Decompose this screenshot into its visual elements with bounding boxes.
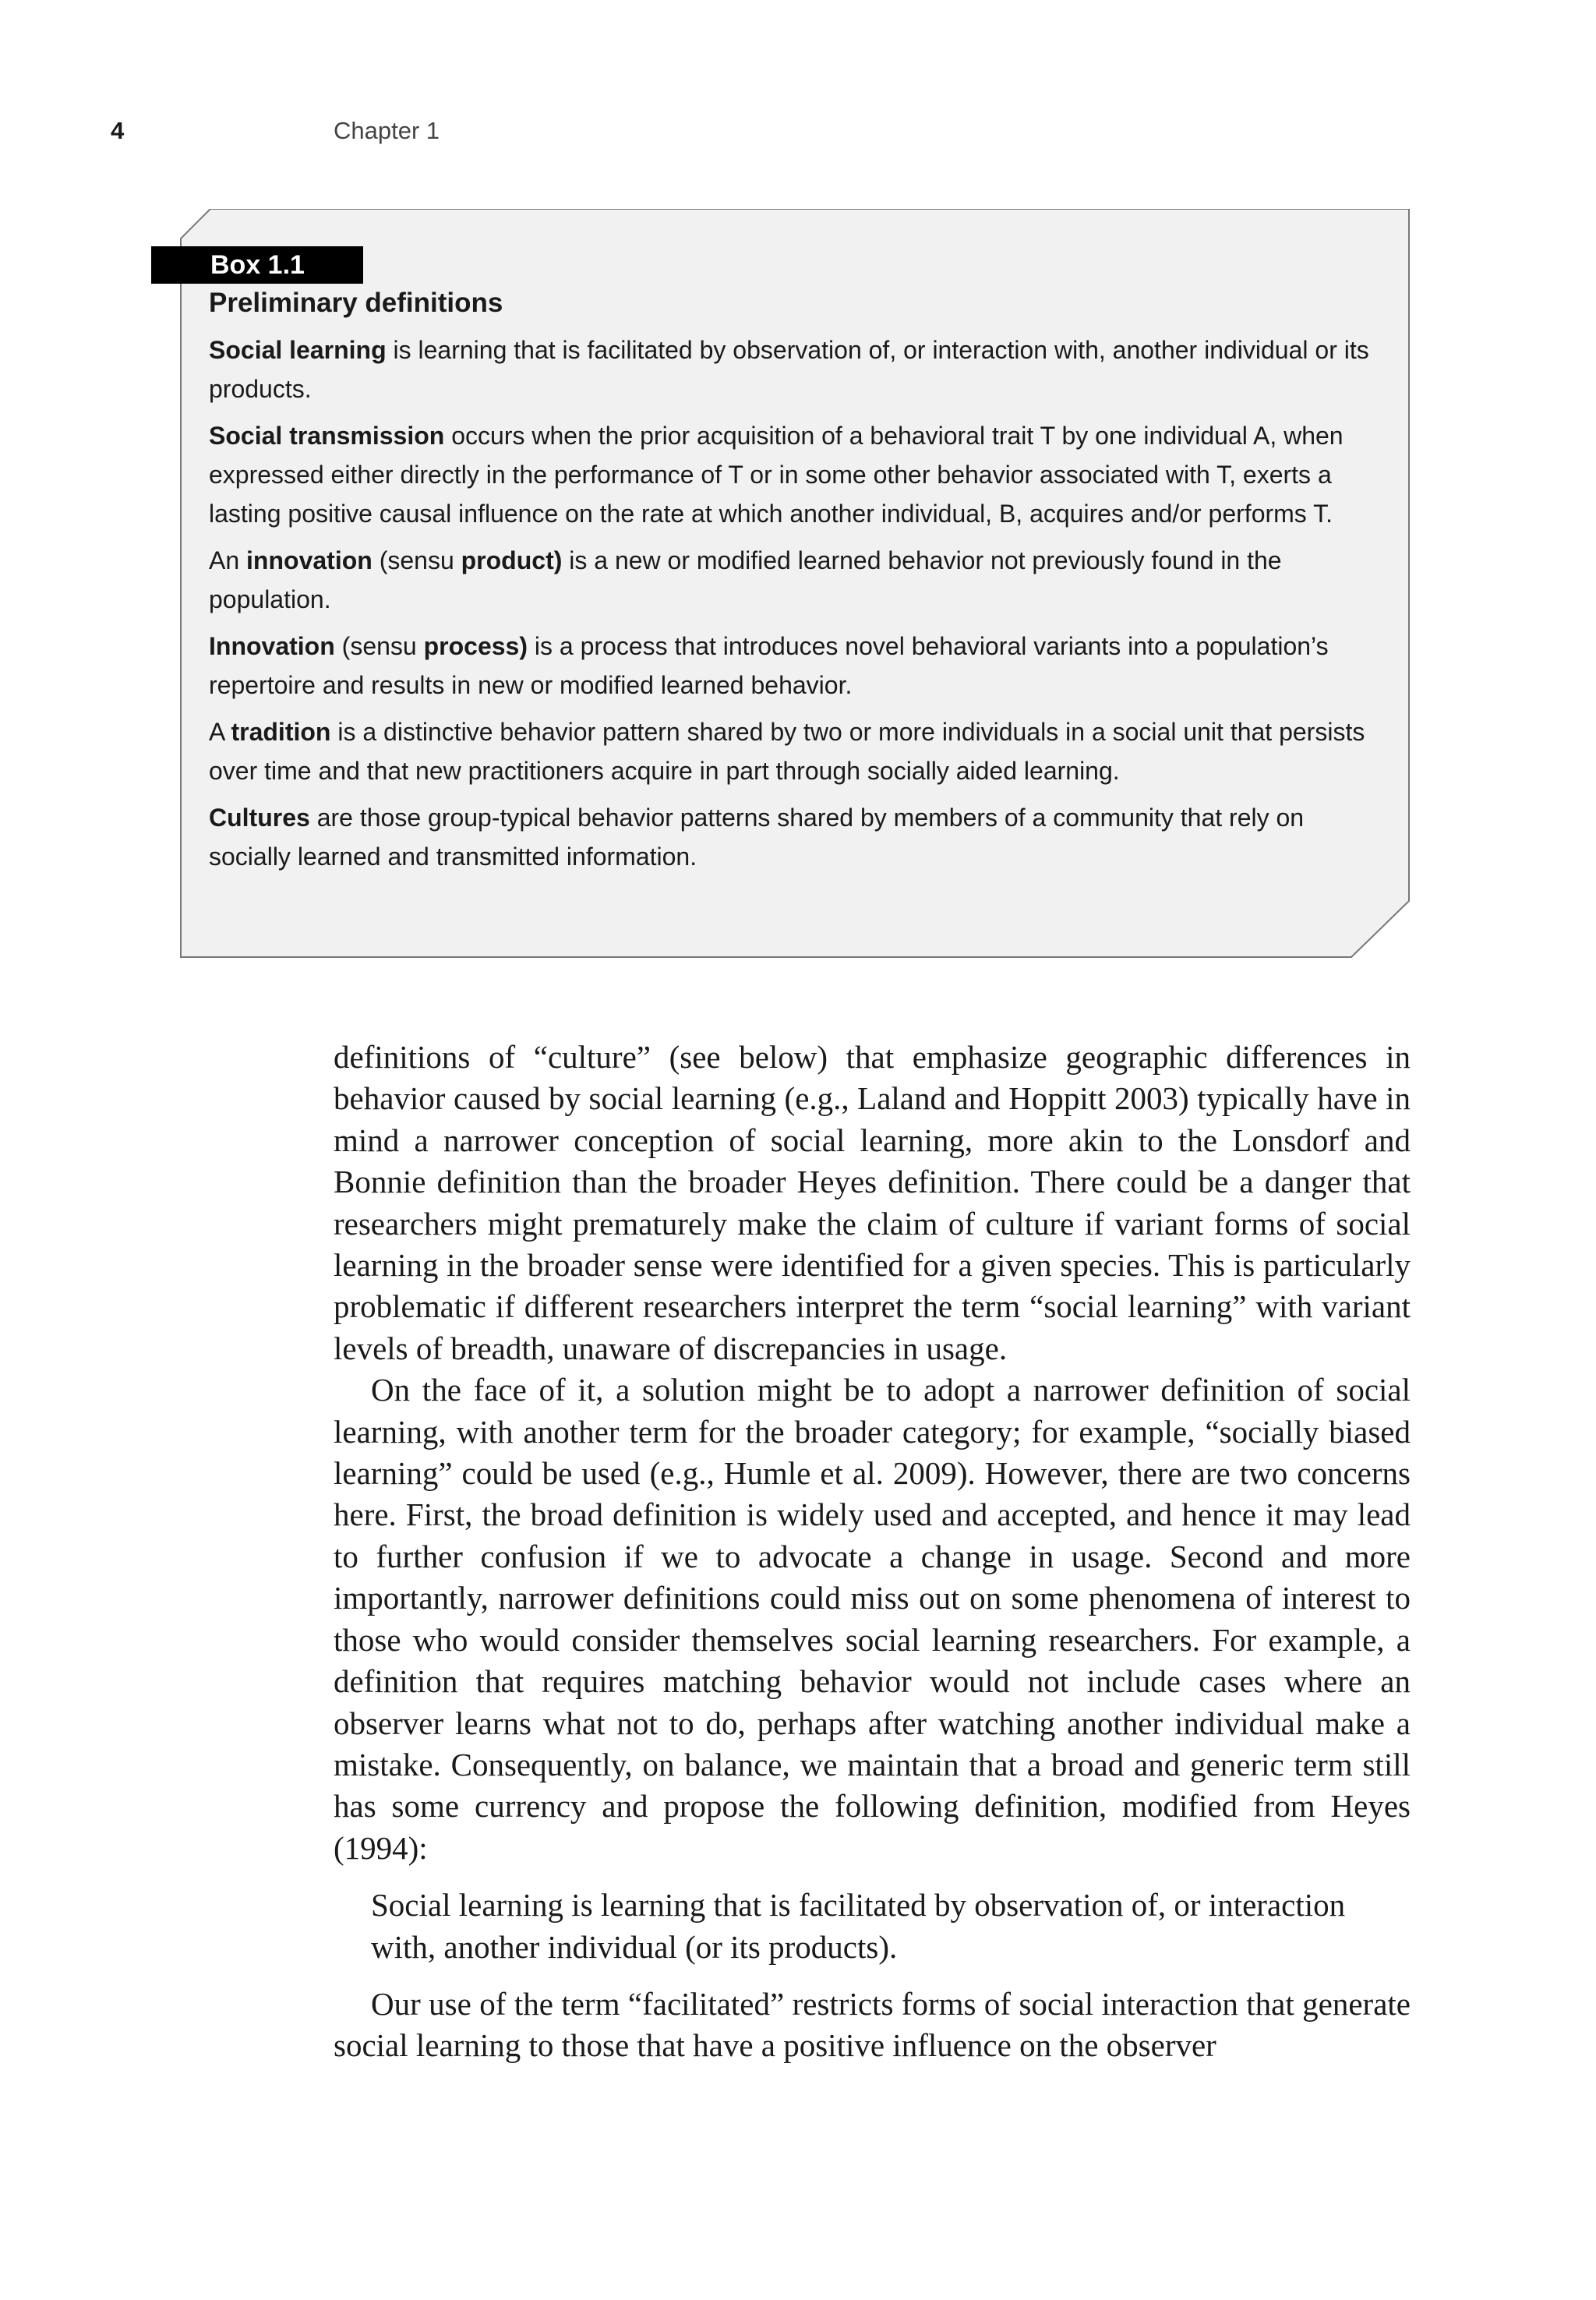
definition-text: are those group-typical behavior patterns shared by members of a community that rely on socially learned and transmitted information. — [209, 804, 1305, 871]
term-qualifier: product) — [461, 546, 563, 574]
definition-cultures — [209, 798, 1378, 876]
page-number: 4 — [111, 117, 125, 144]
term: tradition — [231, 718, 331, 746]
block-quote: Social learning is learning that is facilitated by observation of, or interaction with, another individual (or its products). — [371, 1887, 1346, 1965]
definition-text: occurs when the prior acquisition of a behavioral trait T by one individual A, when expressed either directly in the performance of T or in some other behavior associated with T, exerts a lasting positive causal influence on the rate at which another individual, B, acquires and/or performs T. — [209, 422, 1344, 528]
paragraph: definitions of “culture” (see below) that emphasize geographic differences in behavior caused by social learning (e.g., Laland and Hoppitt 2003) typically have in mind a narrower conception of social learning, more akin to the Lonsdorf and Bonnie definition than the broader Heyes definition. There could be a danger that researchers might prematurely make the claim of culture if variant forms of social learning in the broader sense were identified for a given species. This is particularly problematic if different researchers interpret the term “social learning” with variant levels of breadth, unaware of discrepancies in usage. — [334, 1039, 1411, 1366]
box-title: Preliminary definitions — [209, 288, 503, 318]
definition-text: is a distinctive behavior pattern shared by two or more individuals in a social unit that persists over time and that new practitioners acquire in part through socially aided learning. — [209, 718, 1365, 785]
box-label: Box 1.1 — [151, 246, 363, 284]
definition-mid: (sensu — [334, 632, 424, 660]
definition-tradition — [209, 712, 1378, 790]
term: Social learning — [209, 336, 387, 364]
term-qualifier: process) — [423, 632, 528, 660]
box-content — [209, 284, 1378, 884]
term: innovation — [246, 546, 373, 574]
paragraph: Our use of the term “facilitated” restricts forms of social interaction that generate social learning to those that have a positive influence on the observer — [334, 1985, 1411, 2064]
definition-innovation-process — [209, 627, 1378, 705]
definition-innovation-product — [209, 541, 1378, 619]
chapter-label: Chapter 1 — [334, 117, 440, 144]
term: Cultures — [209, 804, 310, 832]
paragraph: On the face of it, a solution might be to adopt a narrower definition of social learning, with another term for the broader category; for example, “socially biased learning” could be used (e.g., Humle et al. 2009). However, there are two concerns here. First, the broad definition is widely used and accepted, and hence it may lead to further confusion if we to advocate a change in usage. Second and more importantly, narrower definitions could miss out on some phenomena of interest to those who would consider themselves social learning researchers. For example, a definition that requires matching behavior would not include cases where an observer learns what not to do, perhaps after watching another individual make a mistake. Consequently, on balance, we maintain that a broad and generic term still has some currency and propose the following definition, modified from Heyes (1994): — [334, 1372, 1411, 1866]
definition-text: is a process that introduces novel behavioral variants into a population’s repertoire and results in new or modified learned behavior. — [209, 632, 1329, 699]
definition-text: is a new or modified learned behavior not previously found in the population. — [209, 546, 1282, 613]
definition-prefix: A — [209, 718, 231, 746]
definition-text: is learning that is facilitated by observation of, or interaction with, another individual or its products. — [209, 336, 1369, 403]
term: Innovation — [209, 632, 335, 660]
running-head — [0, 117, 1596, 148]
definitions-box — [179, 209, 1411, 959]
definition-social-learning — [209, 330, 1378, 408]
term: Social transmission — [209, 422, 445, 450]
definition-prefix: An — [209, 546, 247, 574]
body-text — [334, 1037, 1411, 2067]
definition-mid: (sensu — [372, 546, 461, 574]
definition-social-transmission — [209, 416, 1378, 533]
